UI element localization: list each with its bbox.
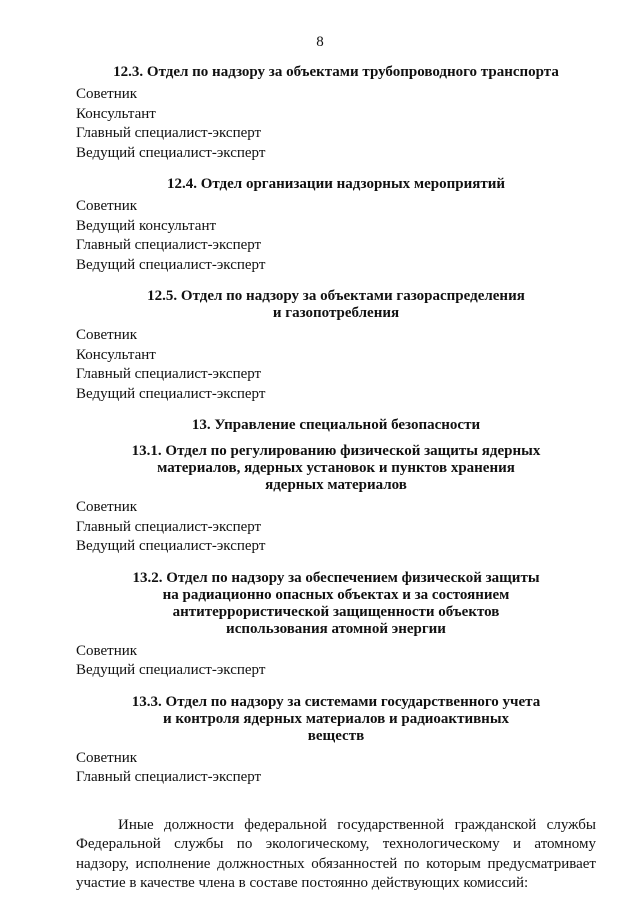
document-body [76,64,596,894]
section-heading [76,288,596,322]
position-item: Советник [76,198,138,214]
heading-line: и газопотребления [272,305,400,321]
position-item: Консультант [76,105,156,122]
position-item: Главный специалист-эксперт [76,125,262,141]
heading-line: использования атомной энергии [226,620,446,637]
heading-line: ядерных материалов [265,477,407,493]
position-item: Советник [76,327,138,343]
position-item: Советник [76,642,138,659]
paragraph-line: участие в качестве члена в составе постоянно действующих комиссий: [76,875,529,891]
section-12-5 [76,288,596,404]
position-item: Главный специалист-эксперт [76,518,262,535]
section-heading [76,443,596,494]
closing-paragraph [76,816,596,894]
heading-line: 12.5. Отдел по надзору за объектами газораспределения [147,288,525,304]
heading-line: и контроля ядерных материалов и радиоактивных [162,710,510,727]
directorate-title [76,417,596,434]
heading-line: 13.2. Отдел по надзору за обеспечением физической защиты [132,569,540,586]
section-13-2 [76,570,596,681]
section-heading [76,694,596,745]
heading-line: 12.4. Отдел организации надзорных мероприятий [166,176,506,192]
heading-line: 13. Управление специальной безопасности [191,417,481,433]
position-item: Главный специалист-эксперт [76,366,262,382]
section-heading [76,64,596,81]
position-item: Советник [76,499,138,515]
position-item: Ведущий специалист-эксперт [76,538,266,554]
section-12-4 [76,176,596,275]
section-heading [76,176,596,193]
page-number: 8 [316,34,324,50]
paragraph-line: надзору, исполнение должностных обязанностей по которым предусматривает [76,855,596,872]
position-item: Советник [76,86,138,102]
section-12-3 [76,64,596,163]
section-13-1 [76,443,596,557]
position-item: Ведущий специалист-эксперт [76,144,266,161]
heading-line: веществ [307,727,365,744]
section-13-3 [76,694,596,788]
paragraph-line: Федеральной службы по экологическому, технологическому и атомному [76,836,596,852]
position-item: Ведущий специалист-эксперт [76,662,266,678]
heading-line: материалов, ядерных установок и пунктов хранения [157,460,515,476]
heading-line: 13.3. Отдел по надзору за системами государственного учета [131,693,541,710]
position-item: Ведущий консультант [76,217,217,234]
heading-line: антитеррористической защищенности объектов [172,603,500,620]
position-item: Главный специалист-эксперт [76,769,262,785]
position-item: Советник [76,749,138,766]
position-item: Ведущий специалист-эксперт [76,256,266,273]
position-item: Консультант [76,346,156,363]
position-item: Главный специалист-эксперт [76,237,262,253]
heading-line: 12.3. Отдел по надзору за объектами трубопроводного транспорта [113,64,559,80]
heading-line: 13.1. Отдел по регулированию физической защиты ядерных [131,443,541,459]
position-item: Ведущий специалист-эксперт [76,385,266,402]
heading-line: на радиационно опасных объектах и за состоянием [162,586,510,603]
section-heading [76,570,596,638]
paragraph-line: Иные должности федеральной государственной гражданской службы [118,816,596,833]
